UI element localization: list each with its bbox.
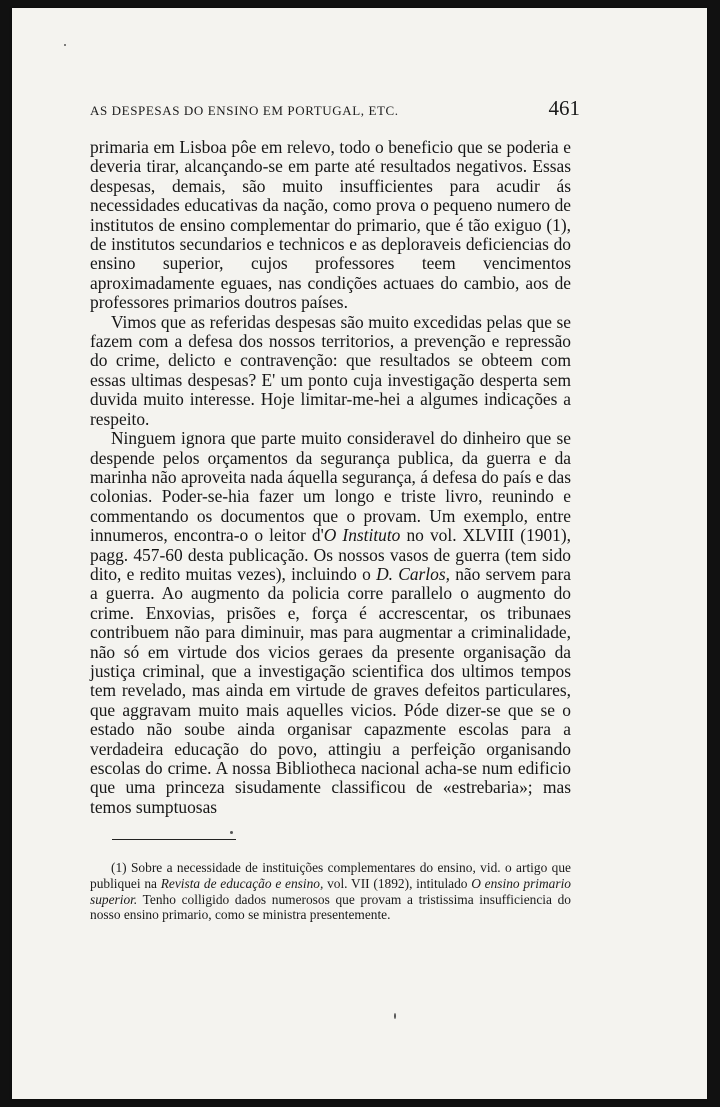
paragraph — [90, 429, 571, 817]
italic-text: O Instituto — [323, 525, 401, 546]
text-run: (1) Sobre a necessidade de instituições complementares do ensino, vid. o artigo que publiquei na — [90, 860, 571, 891]
running-header — [90, 96, 580, 121]
italic-text: D. Carlos, — [376, 563, 450, 584]
text-run: Vimos que as referidas despesas são muito excedidas pelas que se fazem com a defesa dos nossos territorios, a prevenção e repressão do crime, delicto e contravenção: que resultados se obteem com essas ultimas despesas? E' um ponto cuja investigação desperta sem duvida muito interesse. Hoje limitar-me-hei a algumes indicações a respeito. — [90, 311, 571, 429]
paragraph — [90, 313, 571, 429]
running-title: AS DESPESAS DO ENSINO EM PORTUGAL, ETC. — [90, 103, 399, 118]
footnote — [90, 860, 571, 923]
italic-text: Revista de educação e ensino, — [160, 875, 324, 891]
text-run: primaria em Lisboa pôe em relevo, todo o beneficio que se poderia e deveria tirar, alcançando-se em parte até resultados negativos. Essas despesas, demais, são muito insufficientes para acudir ás necessidades educativas da nação, como prova o pequeno numero de institutos de ensino complementar do primario, que é tão exiguo (1), de institutos secundarios e technicos e as deploraveis deficiencias do ensino superior, cujos professores teem vencimentos aproximadamente eguaes, nas condições actuaes do cambio, aos de professores primarios doutros países. — [90, 137, 571, 313]
text-run: no vol. XLVIII (1901), pagg. 457-60 desta publicação. Os nossos vasos de guerra (tem sido dito, e redito muitas vezes), incluindo o — [90, 525, 571, 584]
text-run: não servem para a guerra. Ao augmento da policia corre parallelo o augmento do crime. Enxovias, prisões e, força é accrescentar, os tribunaes contribuem não para diminuir, mas para augmentar a criminalidade, não só em virtude dos vicios geraes da presente organisação da justiça criminal, que a investigação scientifica dos ultimos tempos tem revelado, mas ainda em virtude de graves defeitos particulares, que aggravam muito mais aquelles vicios. Póde dizer-se que se o estado não soube ainda organisar capazmente escolas para a verdadeira educação do povo, attingiu a perfeição organisando escolas do crime. A nossa Bibliotheca nacional acha-se num edificio que uma princeza sisudamente classificou de «estrebaria»; mas temos sumptuosas — [90, 563, 572, 817]
scan-speck — [64, 44, 66, 46]
scan-speck — [394, 1013, 396, 1019]
text-run: vol. VII (1892), intitulado — [323, 875, 472, 891]
text-run: Tenho colligido dados numerosos que provam a tristissima insufficiencia do nosso ensino primario, como se ministra presentemente. — [90, 891, 571, 923]
footnote-text — [90, 860, 571, 923]
scan-speck — [230, 831, 233, 834]
book-page — [12, 8, 707, 1099]
italic-text: O ensino primario superior. — [90, 875, 571, 907]
text-run: Ninguem ignora que parte muito consideravel do dinheiro que se despende pelos orçamentos da segurança publica, da guerra e da marinha não aproveita nada áquella segurança, á defesa do país e das colonias. Poder-se-hia fazer um longo e triste livro, reunindo e commentando os documentos que o provam. Um exemplo, entre innumeros, encontra-o o leitor d' — [90, 428, 571, 546]
page-number: 461 — [548, 96, 580, 120]
footnote-rule — [112, 839, 236, 840]
paragraph — [90, 138, 571, 313]
body-text — [90, 138, 571, 817]
